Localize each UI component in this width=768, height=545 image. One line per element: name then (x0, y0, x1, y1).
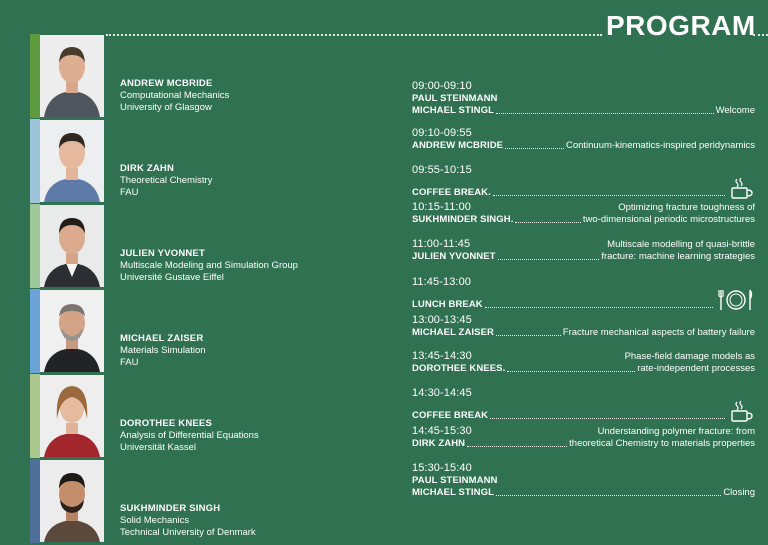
slot-title-line-2: two-dimensional periodic microstructures (582, 214, 755, 225)
speaker-photo (40, 460, 104, 542)
speaker-institution: FAU (120, 356, 139, 368)
slot-title: Closing (723, 487, 755, 498)
speaker-name: DOROTHEE KNEES (120, 418, 213, 429)
speaker-name: DIRK ZAHN (120, 163, 175, 174)
speaker-accent-bar (30, 289, 40, 373)
coffee-cup-icon (729, 177, 755, 199)
program-slot-singh (412, 201, 755, 226)
speaker-card-mcbride (30, 34, 330, 120)
slot-speaker: MICHAEL STINGL (412, 487, 494, 498)
speaker-name: MICHAEL ZAISER (120, 333, 204, 344)
speaker-accent-bar (30, 459, 40, 543)
dotted-leader (485, 307, 713, 308)
slot-title-line-1: Phase-field damage models as (624, 351, 755, 362)
slot-title-line-1: Multiscale modelling of quasi-brittle (607, 239, 755, 250)
speaker-institution: University of Glasgow (120, 101, 212, 113)
slot-title-line-2: fracture: machine learning strategies (601, 251, 755, 262)
slot-time: 14:30-14:45 (412, 387, 472, 399)
program-slot-knees (412, 350, 755, 375)
dotted-leader (496, 113, 714, 114)
speaker-name: ANDREW MCBRIDE (120, 78, 213, 89)
page-title: PROGRAM (606, 10, 756, 41)
program-slot-zahn (412, 425, 755, 450)
slot-title: Welcome (715, 105, 755, 116)
slot-title-line-1: Understanding polymer fracture: from (597, 426, 755, 437)
speaker-institution: Universität Kassel (120, 441, 197, 453)
slot-speaker: MICHAEL ZAISER (412, 327, 494, 338)
speaker-card-zaiser (30, 289, 330, 375)
speaker-institution: Université Gustave Eiffel (120, 271, 224, 283)
program-slot-closing (412, 462, 755, 499)
slot-time: 15:30-15:40 (412, 462, 472, 474)
speaker-card-zahn (30, 119, 330, 205)
slot-speaker: COFFEE BREAK. (412, 187, 491, 198)
speaker-card-knees (30, 374, 330, 460)
slot-speaker: MICHAEL STINGL (412, 105, 494, 116)
program-slot-mcbride (412, 127, 755, 152)
program-slot-zaiser (412, 314, 755, 339)
slot-title-line-1: Optimizing fracture toughness of (618, 202, 755, 213)
dotted-leader (496, 335, 561, 336)
header-dotted-rule-end (753, 34, 768, 36)
slot-time: 14:45-15:30 (412, 425, 472, 437)
program-slot-welcome (412, 80, 755, 117)
slot-title: Continuum-kinematics-inspired peridynamics (565, 140, 755, 151)
coffee-cup-icon (729, 400, 755, 422)
speaker-card-yvonnet (30, 204, 330, 290)
dotted-leader (515, 222, 580, 223)
speaker-photo (40, 205, 104, 287)
dotted-leader (493, 195, 725, 196)
slot-time: 11:00-11:45 (412, 238, 471, 250)
speaker-accent-bar (30, 34, 40, 118)
slot-speaker: SUKHMINDER SINGH. (412, 214, 514, 225)
slot-speaker: ANDREW MCBRIDE (412, 140, 504, 151)
speaker-accent-bar (30, 204, 40, 288)
speaker-affiliation: Materials Simulation (120, 345, 206, 356)
dotted-leader (490, 418, 725, 419)
slot-lead-speaker: PAUL STEINMANN (412, 475, 498, 486)
speaker-card-singh (30, 459, 330, 545)
program-slot-lunch-break (412, 276, 755, 311)
slot-speaker: DOROTHEE KNEES. (412, 363, 506, 374)
slot-time: 10:15-11:00 (412, 201, 472, 213)
speaker-affiliation: Multiscale Modeling and Simulation Group (120, 260, 298, 271)
speaker-affiliation: Theoretical Chemistry (120, 175, 213, 186)
program-slot-coffee-break-1 (412, 164, 755, 199)
slot-time: 09:00-09:10 (412, 80, 472, 92)
slot-time: 09:10-09:55 (412, 127, 472, 139)
speaker-affiliation: Computational Mechanics (120, 90, 230, 101)
speaker-photo (40, 35, 104, 117)
dotted-leader (507, 371, 635, 372)
slot-lead-speaker: PAUL STEINMANN (412, 93, 498, 104)
dotted-leader (496, 495, 721, 496)
slot-title: Fracture mechanical aspects of battery failure (562, 327, 755, 338)
slot-speaker: LUNCH BREAK (412, 299, 483, 310)
speaker-photo (40, 120, 104, 202)
speaker-institution: FAU (120, 186, 139, 198)
speaker-accent-bar (30, 119, 40, 203)
dotted-leader (498, 259, 600, 260)
cutlery-plate-icon (717, 289, 755, 311)
slot-speaker: COFFEE BREAK (412, 410, 489, 421)
speaker-name: SUKHMINDER SINGH (120, 503, 221, 514)
speaker-photo (40, 375, 104, 457)
speaker-accent-bar (30, 374, 40, 458)
slot-time: 11:45-13:00 (412, 276, 472, 288)
program-slot-coffee-break-2 (412, 387, 755, 422)
slot-time: 09:55-10:15 (412, 164, 472, 176)
dotted-leader (505, 148, 564, 149)
speaker-photo (40, 290, 104, 372)
slot-time: 13:45-14:30 (412, 350, 472, 362)
slot-speaker: DIRK ZAHN (412, 438, 466, 449)
speaker-name: JULIEN YVONNET (120, 248, 205, 259)
dotted-leader (467, 446, 567, 447)
speaker-institution: Technical University of Denmark (120, 526, 256, 538)
program-slot-yvonnet (412, 238, 755, 263)
slot-title-line-2: rate-independent processes (637, 363, 755, 374)
speaker-affiliation: Analysis of Differential Equations (120, 430, 259, 441)
slot-speaker: JULIEN YVONNET (412, 251, 496, 262)
speaker-affiliation: Solid Mechanics (120, 515, 190, 526)
slot-time: 13:00-13:45 (412, 314, 472, 326)
slot-title-line-2: theoretical Chemistry to materials properties (569, 438, 755, 449)
